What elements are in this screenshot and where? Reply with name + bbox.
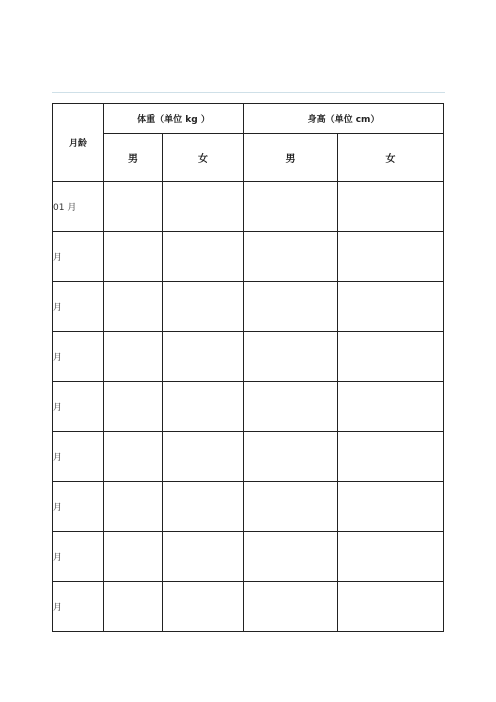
weight-male-cell [104,332,163,382]
height-male-cell [244,332,338,382]
row-month-label: 月 [53,532,104,582]
month-age-header: 月龄 [53,104,104,182]
table-row [53,382,444,432]
height-male-cell [244,532,338,582]
height-female-cell [338,282,444,332]
weight-male-cell [104,182,163,232]
height-female-cell [338,432,444,482]
weight-female-cell [163,182,244,232]
table-row [53,482,444,532]
growth-record-table [52,103,444,632]
table-row [53,182,444,232]
table-row [53,582,444,632]
height-male-cell [244,182,338,232]
row-month-label: 月 [53,432,104,482]
height-female-cell [338,582,444,632]
table-row [53,282,444,332]
table-row [53,532,444,582]
weight-female-cell [163,532,244,582]
weight-female-cell [163,432,244,482]
weight-female-cell [163,382,244,432]
weight-male-cell [104,532,163,582]
header-row-1 [53,104,444,134]
top-divider-line [52,92,445,93]
weight-male-header: 男 [104,134,163,182]
row-month-label: 01 月 [53,182,104,232]
height-header: 身高（单位 cm） [244,104,444,134]
weight-female-cell [163,332,244,382]
row-month-label: 月 [53,232,104,282]
row-month-label: 月 [53,482,104,532]
weight-female-cell [163,282,244,332]
row-month-label: 月 [53,332,104,382]
weight-female-cell [163,582,244,632]
weight-male-cell [104,382,163,432]
height-male-cell [244,232,338,282]
height-female-cell [338,482,444,532]
weight-header: 体重（单位 kg ） [104,104,244,134]
height-female-cell [338,532,444,582]
height-female-cell [338,332,444,382]
row-month-label: 月 [53,282,104,332]
weight-female-cell [163,482,244,532]
height-male-cell [244,282,338,332]
weight-male-cell [104,582,163,632]
weight-female-cell [163,232,244,282]
row-month-label: 月 [53,382,104,432]
table-row [53,432,444,482]
height-male-cell [244,432,338,482]
height-male-header: 男 [244,134,338,182]
weight-male-cell [104,232,163,282]
height-female-cell [338,182,444,232]
table-row [53,332,444,382]
weight-male-cell [104,432,163,482]
row-month-label: 月 [53,582,104,632]
height-male-cell [244,582,338,632]
height-female-header: 女 [338,134,444,182]
height-male-cell [244,482,338,532]
weight-female-header: 女 [163,134,244,182]
height-female-cell [338,382,444,432]
weight-male-cell [104,482,163,532]
table-row [53,232,444,282]
height-female-cell [338,232,444,282]
weight-male-cell [104,282,163,332]
height-male-cell [244,382,338,432]
header-row-2 [53,134,444,182]
